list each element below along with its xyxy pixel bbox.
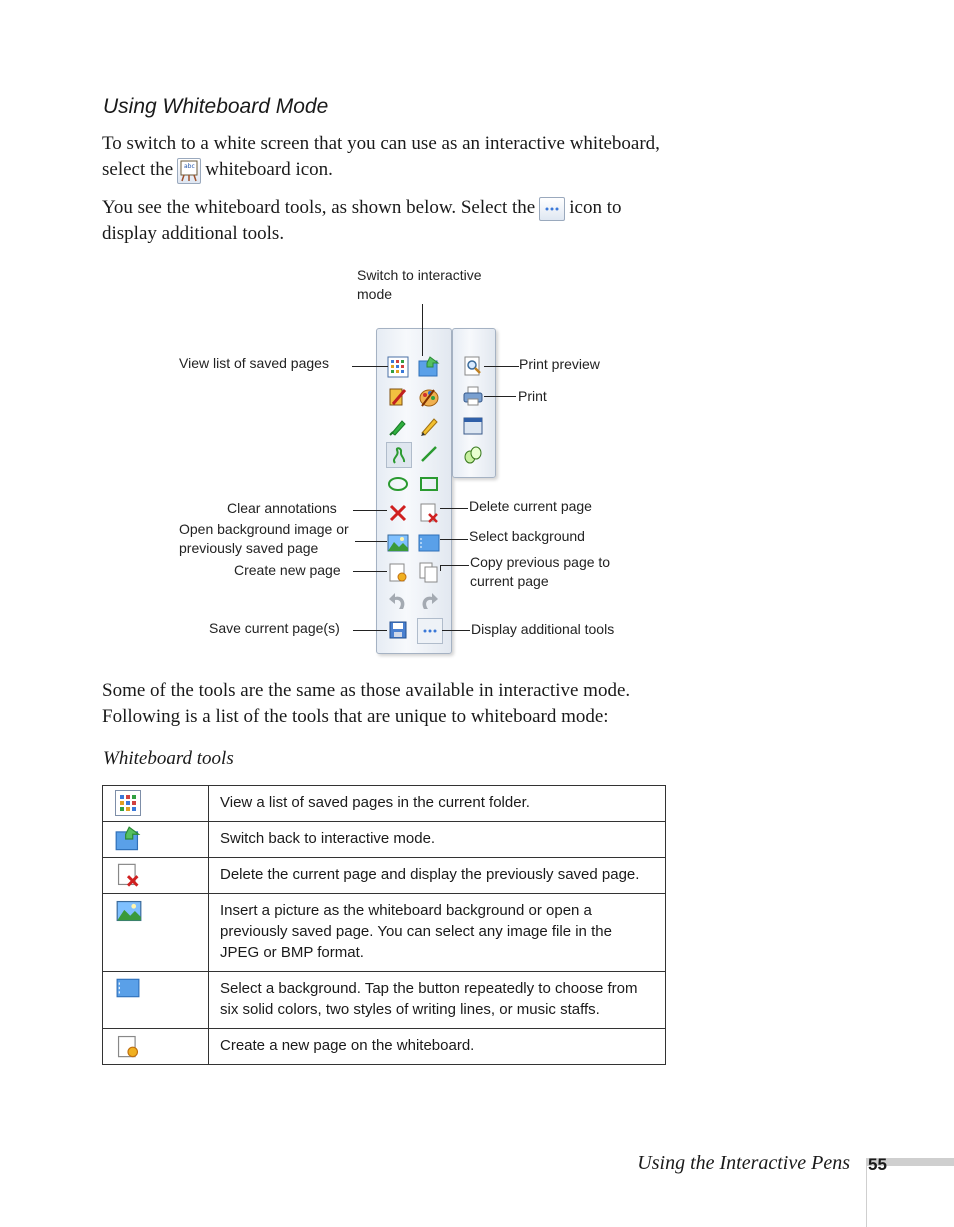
footer-title: Using the Interactive Pens (637, 1152, 850, 1174)
leader-line (440, 539, 468, 540)
callout-open-background: Open background image or previously saved page (179, 521, 349, 556)
table-cell-description: Create a new page on the whiteboard. (209, 1029, 666, 1065)
leader-line (484, 396, 516, 397)
delete-page-icon[interactable] (417, 501, 441, 525)
line-icon[interactable] (417, 442, 441, 466)
intro-text-before: To switch to a white screen that you can use as an interactive whiteboard, select the (102, 133, 660, 180)
leader-line (422, 304, 423, 356)
tools-text-after: icon to display additional tools. (102, 197, 622, 244)
table-cell-description: Insert a picture as the whiteboard background or open a previously saved page. You can select any image file in the JPEG or BMP format. (209, 894, 666, 972)
callout-save-page: Save current page(s) (209, 620, 340, 636)
landscape-picture-icon[interactable] (386, 531, 410, 555)
palette-icon[interactable] (417, 385, 441, 409)
leader-line (442, 630, 470, 631)
switch-interactive-icon (115, 826, 139, 850)
capture-icon[interactable] (461, 443, 485, 467)
callout-select-background: Select background (469, 528, 585, 544)
leader-line (355, 541, 387, 542)
redo-icon[interactable] (417, 589, 441, 613)
whiteboard-tools-table (102, 785, 666, 1065)
new-page-icon[interactable] (386, 560, 410, 584)
save-icon[interactable] (386, 618, 410, 642)
table-row (103, 894, 666, 972)
window-icon[interactable] (461, 414, 485, 438)
intro-text-after: whiteboard icon. (205, 159, 333, 180)
svg-text:abc: abc (184, 162, 196, 170)
rectangle-icon[interactable] (417, 472, 441, 496)
table-cell-description: Delete the current page and display the previously saved page. (209, 858, 666, 894)
table-caption: Whiteboard tools (103, 748, 234, 769)
table-cell-description: View a list of saved pages in the current folder. (209, 786, 666, 822)
table-row (103, 822, 666, 858)
table-cell-description: Select a background. Tap the button repeatedly to choose from six solid colors, two styles of writing lines, or music staffs. (209, 972, 666, 1029)
copy-previous-page-icon[interactable] (417, 560, 441, 584)
leader-line (353, 510, 387, 511)
table-row (103, 858, 666, 894)
print-icon[interactable] (461, 384, 485, 408)
table-row (103, 972, 666, 1029)
select-background-icon[interactable] (417, 531, 441, 555)
unique-tools-paragraph: Some of the tools are the same as those available in interactive mode. Following is a list of the tools that are unique to whiteboard mode: (102, 680, 631, 727)
print-preview-icon[interactable] (461, 354, 485, 378)
leader-line (440, 508, 468, 509)
callout-create-page: Create new page (234, 562, 341, 578)
highlighter-icon[interactable] (386, 414, 410, 438)
footer-rule (866, 1158, 867, 1227)
callout-delete-page: Delete current page (469, 498, 592, 514)
undo-icon[interactable] (386, 589, 410, 613)
ellipse-icon[interactable] (386, 472, 410, 496)
saved-pages-grid-icon[interactable] (386, 355, 410, 379)
display-additional-tools-icon[interactable] (417, 618, 443, 644)
leader-line (440, 565, 469, 566)
callout-view-saved: View list of saved pages (179, 355, 329, 371)
table-cell-description: Switch back to interactive mode. (209, 822, 666, 858)
select-background-icon (115, 976, 139, 1000)
new-page-icon (115, 1033, 139, 1057)
saved-pages-grid-icon (115, 790, 141, 816)
callout-print-preview: Print preview (519, 356, 600, 372)
callout-switch-interactive: Switch to interactive mode (357, 267, 482, 302)
tools-text-before: You see the whiteboard tools, as shown below. Select the (102, 197, 536, 218)
delete-page-icon (115, 862, 139, 886)
table-row (103, 1029, 666, 1065)
freehand-icon[interactable] (386, 442, 412, 468)
section-heading: Using Whiteboard Mode (103, 95, 329, 118)
pencil-icon[interactable] (417, 414, 441, 438)
clear-annotations-icon[interactable] (386, 501, 410, 525)
callout-clear-annotations: Clear annotations (227, 500, 337, 516)
leader-line (352, 366, 388, 367)
callout-copy-previous: Copy previous page to current page (470, 554, 611, 589)
leader-line (353, 571, 387, 572)
page-number: 55 (868, 1155, 887, 1174)
leader-line (484, 366, 519, 367)
callout-display-tools: Display additional tools (471, 621, 615, 637)
leader-line (353, 630, 387, 631)
color-pen-icon[interactable] (386, 385, 410, 409)
landscape-picture-icon (115, 898, 139, 922)
switch-interactive-icon[interactable] (417, 355, 441, 379)
table-row (103, 786, 666, 822)
callout-print: Print (518, 388, 547, 404)
